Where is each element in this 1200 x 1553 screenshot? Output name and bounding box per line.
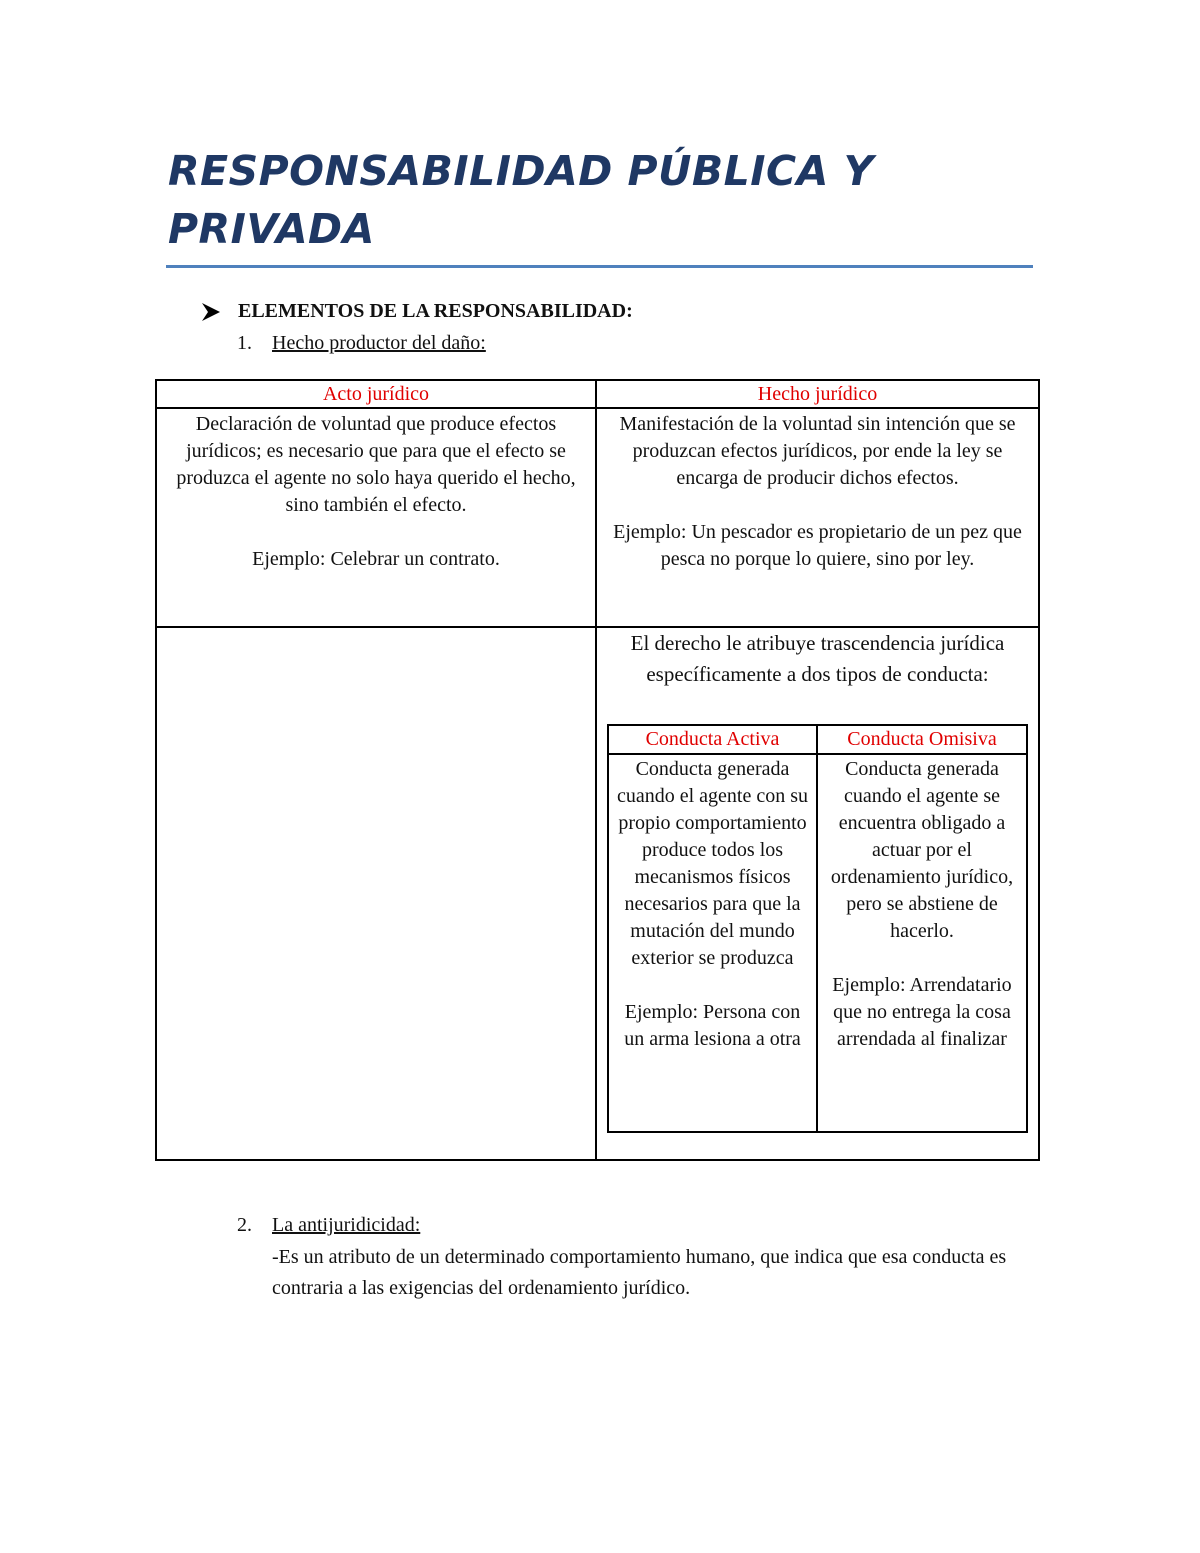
- arrowhead-bullet-icon: [200, 302, 222, 322]
- conducta-activa-definition: Conducta generada cuando el agente con su propio comportamiento produce todos los mecanismos físicos necesarios para que la mutación del mundo exterior se produzca: [616, 758, 809, 969]
- conducta-omisiva-cell: [817, 754, 1027, 1132]
- acto-juridico-definition: Declaración de voluntad que produce efectos jurídicos; es necesario que para que el efecto se produzca el agente no solo haya querido el hecho, sino también el efecto.: [176, 413, 576, 516]
- title-underline-divider: [166, 265, 1033, 268]
- conducta-omisiva-definition: Conducta generada cuando el agente se encuentra obligado a actuar por el ordenamiento jurídico, pero se abstiene de hacerlo.: [830, 758, 1014, 942]
- hecho-juridico-example: Ejemplo: Un pescador es propietario de un pez que pesca no porque lo quiere, sino por ley.: [613, 521, 1022, 570]
- list-item-2: [237, 1214, 420, 1237]
- table-row: [156, 627, 1039, 1160]
- page-title: RESPONSABILIDAD PÚBLICA Y PRIVADA: [168, 147, 874, 253]
- table-row: [156, 408, 1039, 627]
- section-heading: [200, 300, 633, 323]
- header-acto-juridico: Acto jurídico: [156, 380, 596, 408]
- table-header-row: [156, 380, 1039, 408]
- acto-juridico-cell: [156, 408, 596, 627]
- conducta-cell: [596, 627, 1039, 1160]
- hecho-juridico-cell: [596, 408, 1039, 627]
- list-item-label: La antijuridicidad:: [272, 1214, 421, 1236]
- header-conducta-activa: Conducta Activa: [608, 725, 817, 754]
- conducta-header-row: [608, 725, 1027, 754]
- empty-cell: [156, 627, 596, 1160]
- conducta-body-row: [608, 754, 1027, 1132]
- header-conducta-omisiva: Conducta Omisiva: [817, 725, 1027, 754]
- list-item-number: 2.: [237, 1214, 252, 1236]
- list-item-label: Hecho productor del daño:: [272, 332, 486, 354]
- header-hecho-juridico: Hecho jurídico: [596, 380, 1039, 408]
- conducta-activa-cell: [608, 754, 817, 1132]
- conducta-activa-example: Ejemplo: Persona con un arma lesiona a otra: [624, 1001, 801, 1050]
- hecho-productor-table: [155, 379, 1040, 1161]
- antijuridicidad-paragraph: -Es un atributo de un determinado comportamiento humano, que indica que esa conducta es contraria a las exigencias del ordenamiento jurídico.: [272, 1246, 1007, 1299]
- conducta-intro: El derecho le atribuye trascendencia jurídica específicamente a dos tipos de conducta:: [630, 631, 1005, 686]
- section-heading-text: ELEMENTOS DE LA RESPONSABILIDAD:: [238, 300, 633, 322]
- list-item-1: [237, 332, 486, 355]
- hecho-juridico-definition: Manifestación de la voluntad sin intención que se produzcan efectos jurídicos, por ende la ley se encarga de producir dichos efectos.: [619, 413, 1016, 489]
- conducta-omisiva-example: Ejemplo: Arrendatario que no entrega la cosa arrendada al finalizar: [832, 974, 1012, 1050]
- list-item-number: 1.: [237, 332, 252, 354]
- acto-juridico-example: Ejemplo: Celebrar un contrato.: [252, 548, 500, 570]
- conducta-table: [607, 724, 1028, 1133]
